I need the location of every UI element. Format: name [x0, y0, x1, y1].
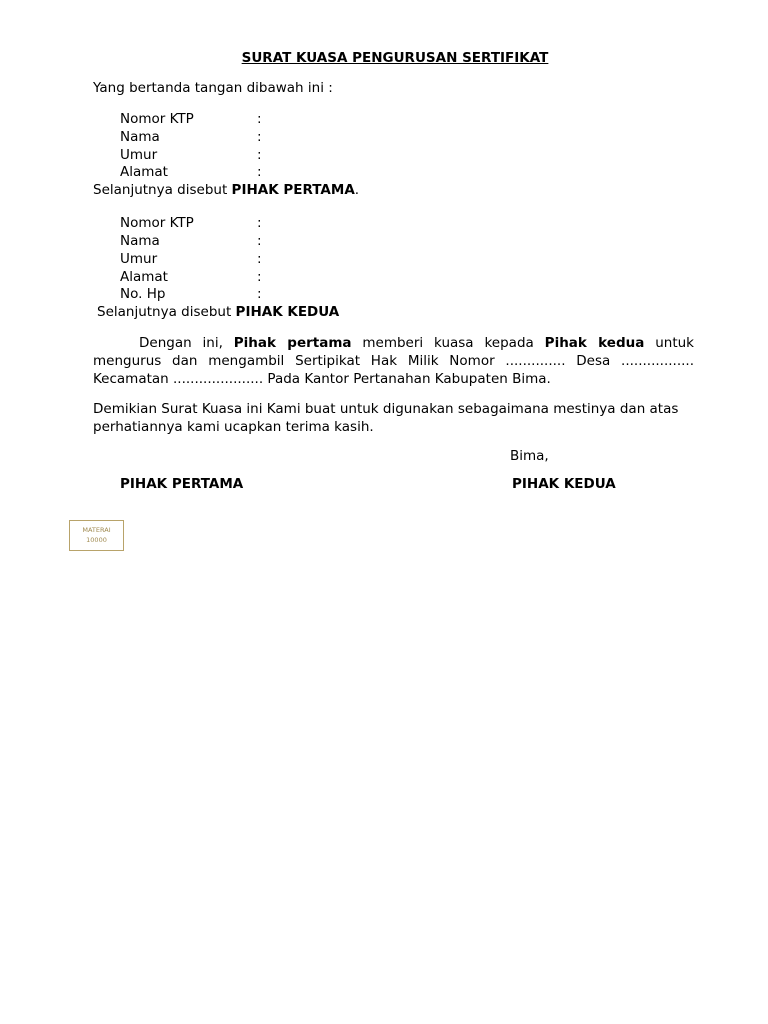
field-label: No. Hp	[120, 286, 166, 302]
field-label: Alamat	[120, 164, 168, 180]
materai-value: 10000	[86, 536, 107, 544]
pihak-kedua-inline: Pihak kedua	[544, 335, 645, 351]
field-colon: :	[257, 215, 262, 231]
field-label: Nama	[120, 129, 160, 145]
field-label: Nomor KTP	[120, 111, 194, 127]
place-date: Bima,	[510, 448, 549, 464]
field-colon: :	[257, 147, 262, 163]
kuasa-paragraph	[93, 334, 694, 388]
field-label: Alamat	[120, 269, 168, 285]
selanjutnya-prefix: Selanjutnya disebut	[93, 182, 232, 198]
field-label: Umur	[120, 147, 158, 163]
pihak-kedua-label: PIHAK KEDUA	[235, 304, 340, 320]
materai-stamp	[69, 520, 124, 551]
document-title: SURAT KUASA PENGURUSAN SERTIFIKAT	[241, 50, 549, 66]
selanjutnya-pihak-kedua	[97, 304, 339, 320]
field-colon: :	[257, 251, 262, 267]
field-label: Nomor KTP	[120, 215, 194, 231]
closing-paragraph: Demikian Surat Kuasa ini Kami buat untuk digunakan sebagaimana mestinya dan atas perhatiannya kami ucapkan terima kasih.	[93, 401, 679, 435]
para-text: Dengan ini,	[139, 335, 234, 351]
pihak-pertama-inline: Pihak pertama	[233, 335, 352, 351]
intro-text: Yang bertanda tangan dibawah ini :	[93, 80, 333, 96]
field-colon: :	[257, 269, 262, 285]
signature-pihak-kedua: PIHAK KEDUA	[512, 476, 616, 492]
para-text: untuk mengurus dan mengambil Sertipikat Hak Milik Nomor .............. Desa ................. Kecamatan ..................... Pada Kantor Pertanahan Kabupaten Bima.	[93, 335, 695, 387]
field-label: Nama	[120, 233, 160, 249]
field-colon: :	[257, 129, 262, 145]
field-label: Umur	[120, 251, 158, 267]
para-text: memberi kuasa kepada	[351, 335, 545, 351]
field-colon: :	[257, 111, 262, 127]
selanjutnya-pihak-pertama	[93, 182, 359, 198]
selanjutnya-suffix: .	[354, 182, 360, 198]
selanjutnya-prefix: Selanjutnya disebut	[97, 304, 236, 320]
pihak-pertama-label: PIHAK PERTAMA	[231, 182, 355, 198]
field-colon: :	[257, 286, 262, 302]
materai-label: MATERAI	[82, 526, 111, 534]
field-colon: :	[257, 233, 262, 249]
signature-pihak-pertama: PIHAK PERTAMA	[120, 476, 244, 492]
field-colon: :	[257, 164, 262, 180]
